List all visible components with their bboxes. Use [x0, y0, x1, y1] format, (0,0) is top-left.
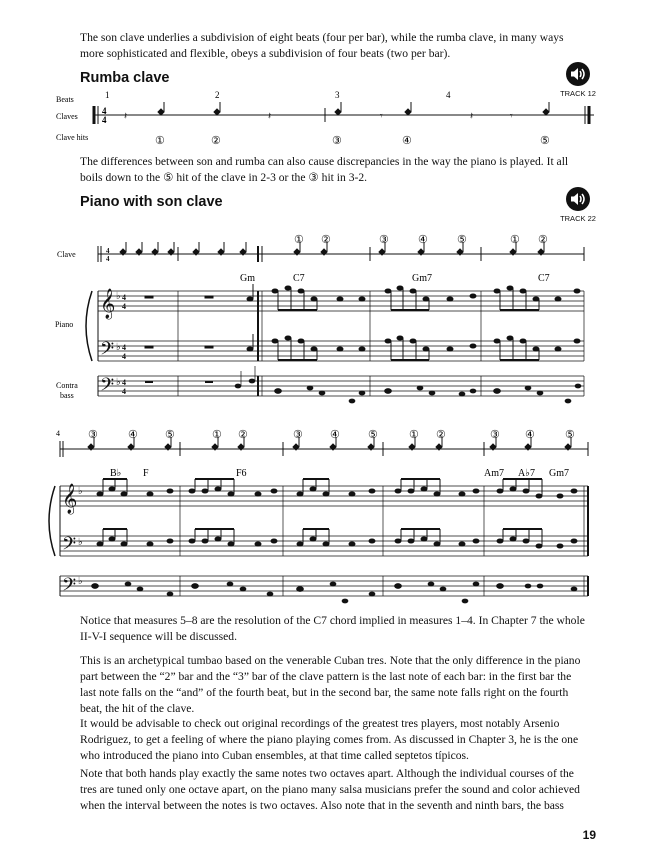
svg-text:♭: ♭ [116, 342, 121, 353]
svg-text:𝄽: 𝄽 [268, 111, 272, 122]
body-paragraph-2: This is an archetypical tumbao based on the venerable Cuban tres. Note that the only difference in the piano part between the “2” bar and the “3” bar of the clave pattern is the last note of each bar: in the first bar the last note falls on the “and” of the fourth beat, but in the second bar, the same note falls right on the fourth beat, the hit of the clave. [80, 654, 581, 715]
s2-hit-12: ④ [525, 429, 535, 441]
system1-chord-symbols [240, 273, 550, 284]
system2-piano-notes [97, 479, 577, 548]
s1-hit-4: ④ [418, 234, 428, 246]
svg-text:♭: ♭ [78, 486, 83, 497]
beat-number-4: 4 [446, 90, 451, 100]
s2-hit-6: ③ [293, 429, 303, 441]
rumba-beat-numbers [105, 90, 451, 100]
row-label-claves: Claves [56, 112, 78, 121]
s1-hit-3: ③ [379, 234, 389, 246]
intro-paragraph: The son clave underlies a subdivision of eight beats (four per bar), while the rumba clave, in many ways more sophisticated and flexible, obeys a subdivision of four beats (two per bar). [80, 31, 564, 60]
rumba-clave-notation [0, 86, 648, 152]
row-label-beats: Beats [56, 95, 74, 104]
s1-hit-6: ① [510, 234, 520, 246]
svg-text:𝄾: 𝄾 [380, 111, 383, 122]
svg-text:♭: ♭ [78, 537, 83, 548]
svg-text:♭: ♭ [116, 291, 121, 302]
chord-c7-2: C7 [538, 273, 550, 284]
system1-bass-staff [98, 366, 584, 403]
body-paragraph-1: Notice that measures 5–8 are the resolution of the C7 chord implied in measures 1–4. In Chapter 7 the whole II-V-I sequence will be discussed. [80, 614, 585, 643]
measure-number-4: 4 [56, 429, 60, 438]
svg-text:𝄢: 𝄢 [100, 374, 115, 399]
svg-text:4: 4 [122, 378, 126, 387]
s1-hit-2: ② [321, 234, 331, 246]
label-piano: Piano [55, 320, 74, 329]
s2-hit-7: ④ [330, 429, 340, 441]
system2-bass-staff [60, 574, 588, 603]
chord-ab7: A♭7 [518, 468, 535, 479]
s2-hit-9: ① [409, 429, 419, 441]
svg-text:♭: ♭ [78, 576, 83, 587]
svg-text:4: 4 [102, 115, 107, 125]
chord-gm: Gm [240, 273, 255, 284]
s2-hit-5: ② [238, 429, 248, 441]
system1-clefs [100, 288, 126, 363]
s2-hit-2: ④ [128, 429, 138, 441]
svg-text:𝄾: 𝄾 [510, 111, 513, 122]
s1-hit-5: ⑤ [457, 234, 467, 246]
svg-text:4: 4 [106, 247, 110, 255]
svg-text:4: 4 [122, 293, 126, 302]
chord-c7-1: C7 [293, 273, 305, 284]
s2-hit-10: ② [436, 429, 446, 441]
svg-text:𝄢: 𝄢 [100, 338, 115, 363]
speaker-icon [566, 187, 590, 211]
rumba-hit-5: ⑤ [540, 135, 550, 147]
rumba-row-labels [56, 95, 88, 142]
system2-piano-staves [49, 486, 588, 556]
svg-text:𝄞: 𝄞 [62, 484, 78, 513]
rumba-hit-3: ③ [332, 135, 342, 147]
track-22-badge[interactable] [553, 187, 603, 223]
system2-clefs [62, 483, 83, 558]
chord-gm7: Gm7 [412, 273, 432, 284]
chord-bb: B♭ [110, 468, 122, 479]
system1-piano-notes [145, 284, 580, 360]
label-clave: Clave [57, 250, 76, 259]
rumba-hit-2: ② [211, 135, 221, 147]
svg-text:4: 4 [122, 343, 126, 352]
system2-clave-staff [60, 437, 588, 457]
system1-part-labels [55, 250, 78, 400]
s2-hit-4: ① [212, 429, 222, 441]
svg-text:𝄞: 𝄞 [100, 289, 116, 318]
system2-chord-symbols [110, 468, 569, 479]
svg-text:𝄢: 𝄢 [62, 533, 77, 558]
svg-text:4: 4 [122, 387, 126, 396]
body-paragraph-3: It would be advisable to check out original recordings of the greatest tres players, most notably Arsenio Rodriguez, to get a feeling of where the piano playing comes from. As discussed in Chapter 3, he is the one who introduced the piano into Cuban ensembles, at that time called septetos típicos. [80, 717, 579, 762]
row-label-clave-hits: Clave hits [56, 133, 89, 142]
beat-number-3: 3 [335, 90, 340, 100]
track-22-label: TRACK 22 [560, 214, 596, 223]
rumba-hit-4: ④ [402, 135, 412, 147]
s2-hit-3: ⑤ [165, 429, 175, 441]
system1-piano-staves [86, 291, 584, 361]
svg-text:4: 4 [102, 106, 107, 116]
body-paragraph-4: Note that both hands play exactly the same notes two octaves apart. Although the individual courses of the tres are tuned only one octave apart, on the piano many salsa musicians prefer the sound and color achieved when the interval between the notes is two octaves. Also note that in the seventh and ninth bars, the bass [80, 767, 580, 812]
s1-hit-1: ① [294, 234, 304, 246]
score-system-1 [0, 226, 648, 412]
svg-text:𝄽: 𝄽 [124, 111, 128, 122]
svg-text:4: 4 [106, 255, 110, 263]
svg-text:𝄽: 𝄽 [470, 111, 474, 122]
rumba-time-signature [102, 106, 107, 125]
rumba-hit-1: ① [155, 135, 165, 147]
rumba-clave-heading: Rumba clave [80, 70, 170, 86]
beat-number-2: 2 [215, 90, 220, 100]
middle-paragraph: The differences between son and rumba can also cause discrepancies in the way the piano is played. It all boils down to the ⑤ hit of the clave in 2-3 or the ③ hit in 3-2. [80, 155, 569, 184]
system1-hit-numbers [294, 234, 548, 246]
chord-f6: F6 [236, 468, 247, 479]
label-bass: bass [60, 391, 74, 400]
piano-son-clave-heading: Piano with son clave [80, 194, 223, 210]
s1-hit-7: ② [538, 234, 548, 246]
chord-f: F [143, 468, 149, 479]
s2-hit-8: ⑤ [368, 429, 378, 441]
s2-hit-13: ⑤ [565, 429, 575, 441]
svg-text:♭: ♭ [116, 377, 121, 388]
s2-hit-11: ③ [490, 429, 500, 441]
score-system-2 [0, 424, 648, 610]
chord-gm7-2: Gm7 [549, 468, 569, 479]
page-number: 19 [582, 828, 596, 842]
svg-text:𝄢: 𝄢 [62, 574, 77, 599]
label-contra: Contra [56, 381, 78, 390]
track-12-label: TRACK 12 [560, 89, 596, 98]
s2-hit-1: ③ [88, 429, 98, 441]
rumba-hit-numbers [155, 135, 550, 147]
rumba-clave-notes [124, 102, 549, 122]
rumba-percussion-staff [94, 106, 594, 124]
beat-number-1: 1 [105, 90, 110, 100]
system2-hit-numbers [88, 429, 575, 441]
speaker-icon [566, 62, 590, 86]
svg-text:4: 4 [122, 352, 126, 361]
chord-am7: Am7 [484, 468, 504, 479]
svg-text:4: 4 [122, 302, 126, 311]
